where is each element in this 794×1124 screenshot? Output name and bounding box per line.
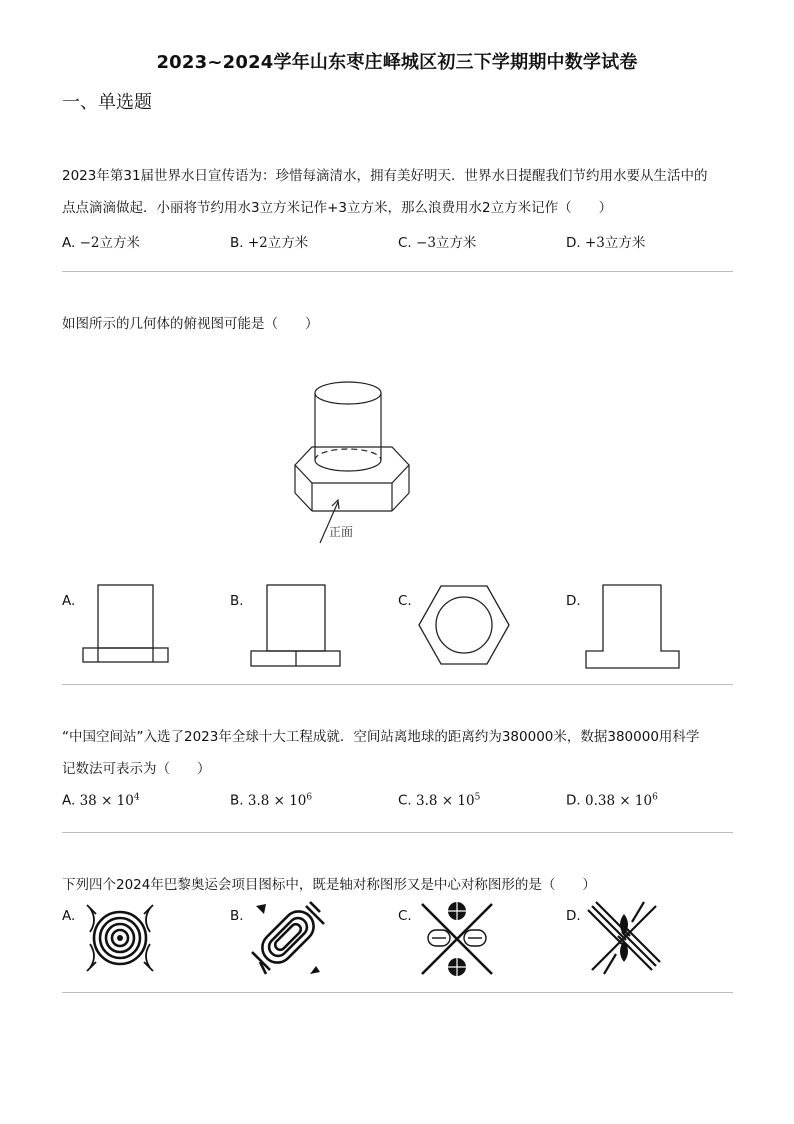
q3-option-b-base: 3.8 × 10 [247,792,307,809]
q4-option-a-label: A. [62,908,76,924]
q2-option-a[interactable] [62,593,75,609]
q2-option-c-figure [418,584,510,668]
q1-option-c[interactable] [398,231,476,251]
q3-option-c-label: C. [398,792,412,809]
q3-option-b-label: B. [230,792,244,809]
question-3 [62,721,734,785]
q2-option-d-label: D. [566,593,581,609]
q3-option-a[interactable] [62,792,140,809]
q4-option-c[interactable] [398,908,412,924]
solid-figure [290,375,410,545]
question-2 [62,308,734,340]
divider-1 [62,271,733,272]
q2-option-c[interactable] [398,593,412,609]
q2-option-a-figure [82,584,172,664]
q1-option-a-label: A. [62,235,76,251]
front-view-label: 正面 [329,525,354,539]
basketball-icon [418,900,496,978]
q3-option-a-exp: 4 [133,792,140,802]
q1-option-a[interactable] [62,231,140,251]
question-3-line-2: 记数法可表示为（ ） [62,761,211,777]
question-4-line-1: 下列四个2024年巴黎奥运会项目图标中，既是轴对称图形又是中心对称图形的是（ ） [62,877,596,893]
q3-option-b[interactable] [230,792,312,809]
q4-option-b-label: B. [230,908,244,924]
q3-option-a-base: 38 × 10 [79,792,134,809]
divider-2 [62,684,733,685]
q1-option-a-text: −2立方米 [79,235,140,251]
q1-option-c-label: C. [398,235,412,251]
question-1-line-2: 点点滴滴做起．小丽将节约用水3立方米记作+3立方米，那么浪费用水2立方米记作（ ） [62,200,613,216]
question-3-line-1: “中国空间站”入选了2023年全球十大工程成就．空间站离地球的距离约为380000米，数据380000用科学 [62,729,700,745]
q2-option-d[interactable] [566,593,581,609]
q3-option-c[interactable] [398,792,480,809]
section-heading: 一、单选题 [62,92,152,113]
q1-option-d-label: D. [566,235,581,251]
q4-option-b[interactable] [230,908,244,924]
question-2-line-1: 如图所示的几何体的俯视图可能是（ ） [62,316,319,332]
q1-option-b[interactable] [230,231,308,251]
q4-option-c-label: C. [398,908,412,924]
q1-option-b-text: +2立方米 [247,235,309,251]
q3-option-d-label: D. [566,792,581,809]
q2-option-a-label: A. [62,593,76,609]
target-icon [84,902,156,974]
q2-option-b-label: B. [230,593,244,609]
q3-option-a-label: A. [62,792,76,809]
q2-option-c-label: C. [398,593,412,609]
running-track-icon [250,900,326,976]
q4-option-a[interactable] [62,908,75,924]
q4-option-d[interactable] [566,908,581,924]
question-1 [62,160,734,224]
q1-option-b-label: B. [230,235,244,251]
question-4 [62,869,734,901]
q2-option-b-figure [250,584,342,668]
q3-option-c-exp: 5 [474,792,481,802]
q2-option-b[interactable] [230,593,244,609]
q1-option-c-text: −3立方米 [416,235,477,251]
question-1-line-1: 2023年第31届世界水日宣传语为：珍惜每滴清水，拥有美好明天．世界水日提醒我们节约用水要从生活中的 [62,168,708,184]
q3-option-d[interactable] [566,792,658,809]
fencing-icon [586,900,662,976]
q4-option-d-label: D. [566,908,581,924]
q3-option-b-exp: 6 [306,792,313,802]
q1-option-d-text: +3立方米 [584,235,646,251]
q3-option-d-exp: 6 [652,792,658,802]
q1-option-d[interactable] [566,231,645,251]
q3-option-d-base: 0.38 × 10 [584,792,653,809]
divider-4 [62,992,733,993]
q2-option-d-figure [585,584,681,670]
divider-3 [62,832,733,833]
q3-option-c-base: 3.8 × 10 [416,792,475,809]
exam-title: 2023~2024学年山东枣庄峄城区初三下学期期中数学试卷 [156,52,638,73]
